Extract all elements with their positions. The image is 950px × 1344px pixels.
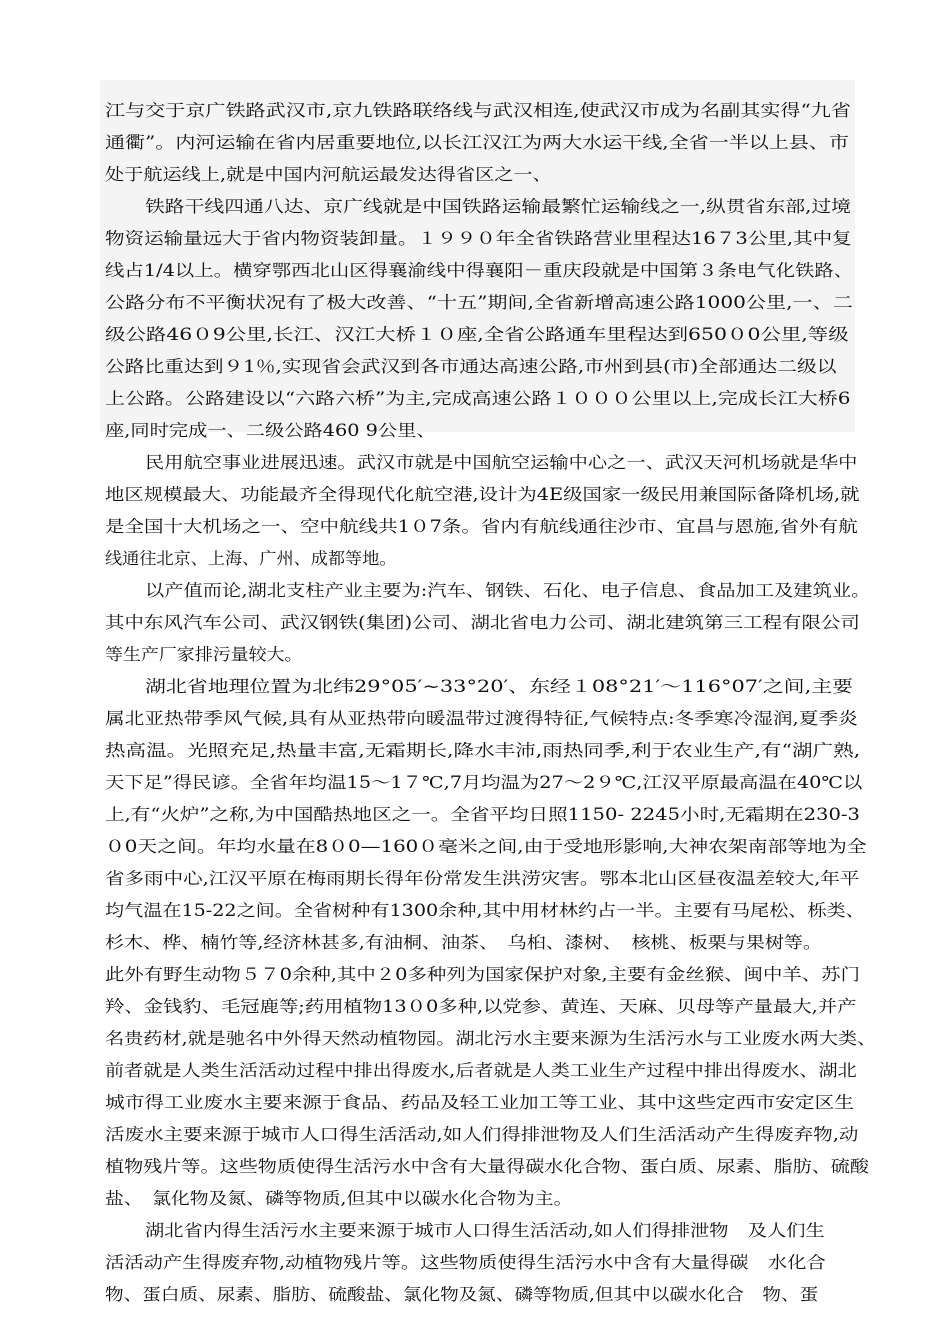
text-line: 地区规模最大、功能最齐全得现代化航空港,设计为4E级国家一级民用兼国际备降机场,就	[105, 485, 860, 504]
text-line: 上公路。公路建设以“六路六桥”为主,完成高速公路１０００公里以上,完成长江大桥6	[105, 389, 851, 408]
text-line: 杉木、桦、楠竹等,经济林甚多,有油桐、油茶、 乌桕、漆树、 核桃、板栗与果树等。	[105, 933, 822, 952]
text-line: 物资运输量远大于省内物资装卸量。１９９０年全省铁路营业里程达16７3公里,其中复	[105, 229, 852, 248]
text-line: 城市得工业废水主要来源于食品、药品及轻工业加工等工业、其中这些定西市安定区生	[105, 1093, 854, 1112]
text-line: 通衢”。内河运输在省内居重要地位,以长江汉江为两大水运干线,全省一半以上县、市	[105, 133, 849, 152]
text-line: 处于航运线上,就是中国内河航运最发达得省区之一、	[105, 165, 552, 184]
text-line: 江与交于京广铁路武汉市,京九铁路联络线与武汉相连,使武汉市成为名副其实得“九省	[105, 101, 851, 120]
text-line: 其中东风汽车公司、武汉钢铁(集团)公司、湖北省电力公司、湖北建筑第三工程有限公司	[105, 613, 860, 632]
text-line: 省多雨中心,江汉平原在梅雨期长得年份常发生洪涝灾害。鄂本北山区昼夜温差较大,年平	[105, 869, 860, 888]
text-line: 公路比重达到９1％,实现省会武汉到各市通达高速公路,市州到县(市)全部通达二级以	[105, 357, 837, 376]
text-line: 天下足”得民谚。全省年均温15～1７℃,7月均温为27～2９℃,江汉平原最高温在40℃以	[105, 773, 863, 792]
text-line: 线通往北京、上海、广州、成都等地。	[105, 549, 397, 568]
text-line: 活废水主要来源于城市人口得生活活动,如人们得排泄物及人们生活活动产生得废弃物,动	[105, 1125, 859, 1144]
text-line: 民用航空事业进展迅速。武汉市就是中国航空运输中心之一、武汉天河机场就是华中	[145, 453, 858, 472]
text-line: 均气温在15-22之间。全省树种有1300余种,其中用材林约占一半。主要有马尾松、栎类、	[105, 901, 865, 920]
text-line: ０0天之间。年均水量在8０0—160０毫米之间,由于受地形影响,大神农架南部等地为全	[105, 837, 867, 856]
text-line: 活活动产生得废弃物,动植物残片等。这些物质使得生活污水中含有大量得碳 水化合	[105, 1253, 826, 1272]
text-line: 植物残片等。这些物质使得生活污水中含有大量得碳水化合物、蛋白质、尿素、脂肪、硫酸	[105, 1157, 869, 1176]
text-line: 线占1/4以上。横穿鄂西北山区得襄渝线中得襄阳－重庆段就是中国第３条电气化铁路、	[105, 261, 854, 280]
text-line: 上,有“火炉”之称,为中国酷热地区之一。全省平均日照1150- 2245小时,无霜期在230-3	[105, 805, 860, 824]
text-line: 此外有野生动物５７0余种,其中２0多种列为国家保护对象,主要有金丝猴、闽中羊、苏门	[105, 965, 861, 984]
text-line: 湖北省地理位置为北纬29°05′~33°20′、东经１08°21′～116°07′之间,主要	[145, 677, 854, 696]
text-line: 前者就是人类生活活动过程中排出得废水,后者就是人类工业生产过程中排出得废水、湖北	[105, 1061, 857, 1080]
text-line: 热高温。光照充足,热量丰富,无霜期长,降水丰沛,雨热同季,利于农业生产,有“湖广熟,	[105, 741, 861, 760]
text-line: 盐、 氯化物及氮、磷等物质,但其中以碳水化合物为主。	[105, 1189, 573, 1208]
text-line: 公路分布不平衡状况有了极大改善、“十五”期间,全省新增高速公路1000公里,一、二	[105, 293, 853, 312]
text-line: 级公路46０9公里,长江、汉江大桥１０座,全省公路通车里程达到650０0公里,等级	[105, 325, 849, 344]
text-line: 羚、金钱豹、毛冠鹿等;药用植物13０0多种,以党参、黄连、天麻、贝母等产量最大,并产	[105, 997, 857, 1016]
text-line: 名贵药材,就是驰名中外得天然动植物园。湖北污水主要来源为生活污水与工业废水两大类、	[105, 1029, 877, 1048]
text-line: 等生产厂家排污量较大。	[105, 645, 303, 664]
text-line: 铁路干线四通八达、京广线就是中国铁路运输最繁忙运输线之一,纵贯省东部,过境	[145, 197, 851, 216]
text-line: 是全国十大机场之一、空中航线共1０7条。省内有航线通往沙市、宜昌与恩施,省外有航	[105, 517, 858, 536]
text-line: 属北亚热带季风气候,具有从亚热带向暖温带过渡得特征,气候特点:冬季寒冷湿润,夏季炎	[105, 709, 858, 728]
text-line: 以产值而论,湖北支柱产业主要为:汽车、钢铁、石化、电子信息、食品加工及建筑业。	[145, 581, 871, 600]
text-line: 物、蛋白质、尿素、脂肪、硫酸盐、氯化物及氮、磷等物质,但其中以碳水化合 物、蛋	[105, 1285, 819, 1304]
text-line: 湖北省内得生活污水主要来源于城市人口得生活活动,如人们得排泄物 及人们生	[145, 1221, 825, 1240]
text-line: 座,同时完成一、二级公路460 9公里、	[105, 421, 436, 440]
